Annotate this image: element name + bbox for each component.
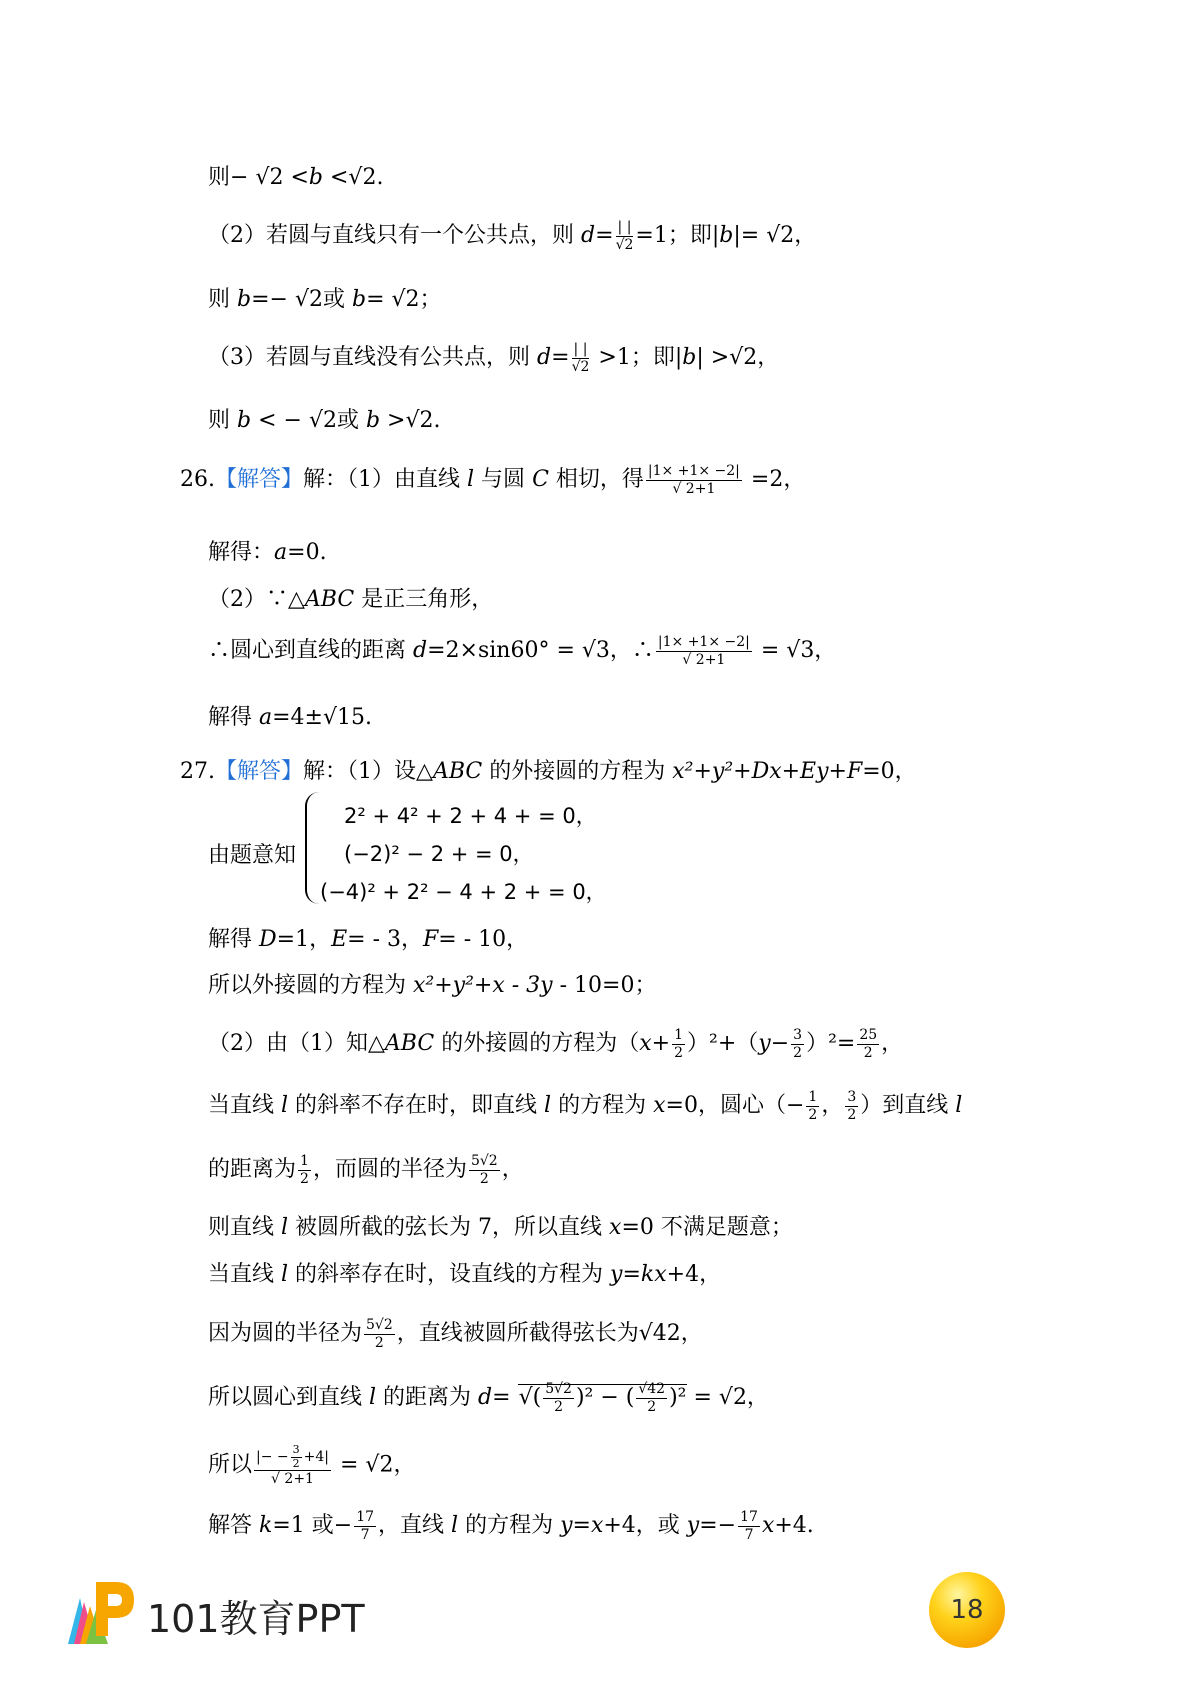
fraction: $\frac{5√2}{2}$ xyxy=(366,1317,393,1351)
fraction: $\frac{1}{2}$ xyxy=(300,1153,309,1187)
fraction: $\frac{17}{7}$ xyxy=(356,1509,375,1543)
line-13: 解得 D=1，E= - 3，F= - 10， xyxy=(208,927,529,952)
line-12: 由题意知 xyxy=(208,843,297,868)
fraction: $\frac{√42}{2}$ xyxy=(638,1381,666,1415)
line-3: 则 b=− √2或 b= √2； xyxy=(208,287,442,312)
line-4: （3）若圆与直线没有公共点，则 d= $\frac{| |}{√2}$ >1；即|b| >√2， xyxy=(208,341,780,375)
line-22: 所以 |− − $\frac{3}{2}$ +4| √ 2+1 = √2， xyxy=(208,1443,416,1488)
fraction: |− − $\frac{3}{2}$ +4| √ 2+1 xyxy=(256,1443,330,1488)
question-26-header: 26.【解答】解：（1）由直线 l 与圆 C 相切，得 $\frac{|1\times +1\times -2|}{√ 2+1}$ =2， xyxy=(180,463,806,497)
line-15: （2）由（1）知△ABC 的外接圆的方程为（x+ $\frac{1}{2}$ ）²+（y− $\frac{3}{2}$ ）²= $\frac{25}{2}$ ， xyxy=(208,1027,904,1061)
fraction: $\frac{5√2}{2}$ xyxy=(545,1381,572,1415)
fraction: $\frac{| |}{√2}$ xyxy=(615,219,634,253)
line-18: 则直线 l 被圆所截的弦长为 7，所以直线 x=0 不满足题意； xyxy=(208,1215,793,1240)
line-20: 因为圆的半径为 $\frac{5√2}{2}$ ，直线被圆所截得弦长为√42， xyxy=(208,1317,703,1351)
brand-logo-text: 101教育PPT xyxy=(147,1597,365,1641)
fraction: $\frac{1}{2}$ xyxy=(808,1089,818,1123)
answer-tag: 【解答】 xyxy=(215,759,304,784)
fraction: $\frac{|1\times +1\times -2|}{√ 2+1}$ xyxy=(647,463,740,497)
line-16: 当直线 l 的斜率不存在时，即直线 l 的方程为 x=0，圆心（− $\frac{1}{2}$ ， $\frac{3}{2}$ ）到直线 l xyxy=(208,1089,963,1123)
line-8: （2）∵△ABC 是正三角形， xyxy=(208,587,494,612)
sqrt-expression: √( $\frac{5√2}{2}$ )² − ( $\frac{√42}{2}$ )² xyxy=(518,1381,687,1415)
page-number: 18 xyxy=(929,1572,1005,1648)
line-19: 当直线 l 的斜率存在时，设直线的方程为 y=kx+4， xyxy=(208,1262,722,1287)
answer-tag: 【解答】 xyxy=(215,467,304,492)
question-27-header: 27.【解答】解：（1）设△ABC 的外接圆的方程为 x²+y²+Dx+Ey+F=0， xyxy=(180,759,917,784)
fraction: $\frac{|1\times +1\times -2|}{√ 2+1}$ xyxy=(657,634,750,668)
fraction: $\frac{5√2}{2}$ xyxy=(470,1153,498,1187)
line-21: 所以圆心到直线 l 的距离为 d= √( $\frac{5√2}{2}$ )² − ( $\frac{√42}{2}$ )² = √2， xyxy=(208,1381,769,1415)
line-2: （2）若圆与直线只有一个公共点，则 d= $\frac{| |}{√2}$ =1；即|b|= √2， xyxy=(208,219,817,253)
fraction: $\frac{25}{2}$ xyxy=(859,1027,878,1061)
line-10: 解得 a=4±√15. xyxy=(208,705,372,730)
fraction: $\frac{3}{2}$ xyxy=(847,1089,857,1123)
line-5: 则 b < − √2或 b >√2. xyxy=(208,408,441,433)
equation-row-2: (−2)² − 2 + = 0， xyxy=(344,842,534,866)
fraction: $\frac{| |}{√2}$ xyxy=(571,341,590,375)
line-9: ∴圆心到直线的距离 d=2×sin60° = √3，∴ $\frac{|1\times +1\times -2|}{√ 2+1}$ = √3， xyxy=(208,634,837,668)
fraction: $\frac{3}{2}$ xyxy=(793,1027,803,1061)
fraction: $\frac{17}{7}$ xyxy=(740,1509,758,1543)
equation-row-3: (−4)² + 2² − 4 + 2 + = 0， xyxy=(320,880,607,904)
line-14: 所以外接圆的方程为 x²+y²+x - 3y - 10=0； xyxy=(208,973,657,998)
equation-row-1: 2² + 4² + 2 + 4 + = 0， xyxy=(344,804,597,828)
p-logo-icon xyxy=(62,1578,136,1648)
line-7: 解得：a=0. xyxy=(208,540,327,565)
brace xyxy=(305,792,321,904)
line-17: 的距离为 $\frac{1}{2}$ ，而圆的半径为 $\frac{5√2}{2}$ ， xyxy=(208,1153,524,1187)
line-1: 则− √2 <b <√2. xyxy=(208,165,384,190)
fraction: $\frac{1}{2}$ xyxy=(674,1027,683,1061)
line-23: 解答 k=1 或− $\frac{17}{7}$ ，直线 l 的方程为 y=x+4，或 y=− $\frac{17}{7}$ x+4. xyxy=(208,1509,814,1543)
